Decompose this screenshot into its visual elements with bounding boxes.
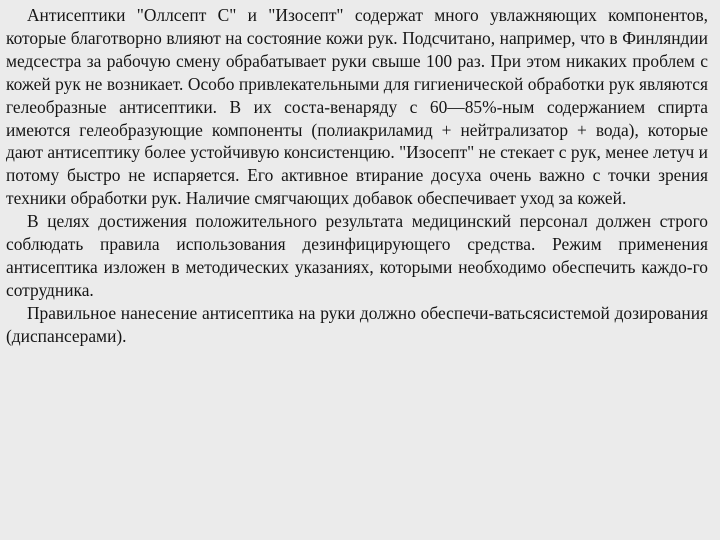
paragraph-antiseptic-components: Антисептики "Оллсепт С" и "Изосепт" содержат много увлажняющих компонентов, которые благотворно влияют на состояние кожи рук. Подсчитано, например, что в Финляндии медсестра за рабочую смену обрабатывает руки свыше 100 раз. При этом никаких проблем с кожей рук не возникает. Особо привлекательными для гигиенической обработки рук являются гелеобразные антисептики. В их соста-венаряду с 60—85%-ным содержанием спирта имеются гелеобразующие компоненты (полиакриламид + нейтрализатор + вода), которые дают антисептику более устойчивую консистенцию. "Изосепт" не стекает с рук, менее летуч и потому быстро не испаряется. Его активное втирание досуха очень важно с точки зрения техники обработки рук. Наличие смягчающих добавок обеспечивает уход за кожей. [6, 5, 708, 209]
paragraph-staff-rules: В целях достижения положительного результата медицинский персонал должен строго соблюдать правила использования дезинфицирующего средства. Режим применения антисептика изложен в методических указаниях, которыми необходимо обеспечить каждо-го сотрудника. [6, 211, 708, 300]
paragraph-dispensers: Правильное нанесение антисептика на руки должно обеспечи-ватьсясистемой дозирования (диспансерами). [6, 302, 708, 346]
body-text [6, 4, 708, 348]
